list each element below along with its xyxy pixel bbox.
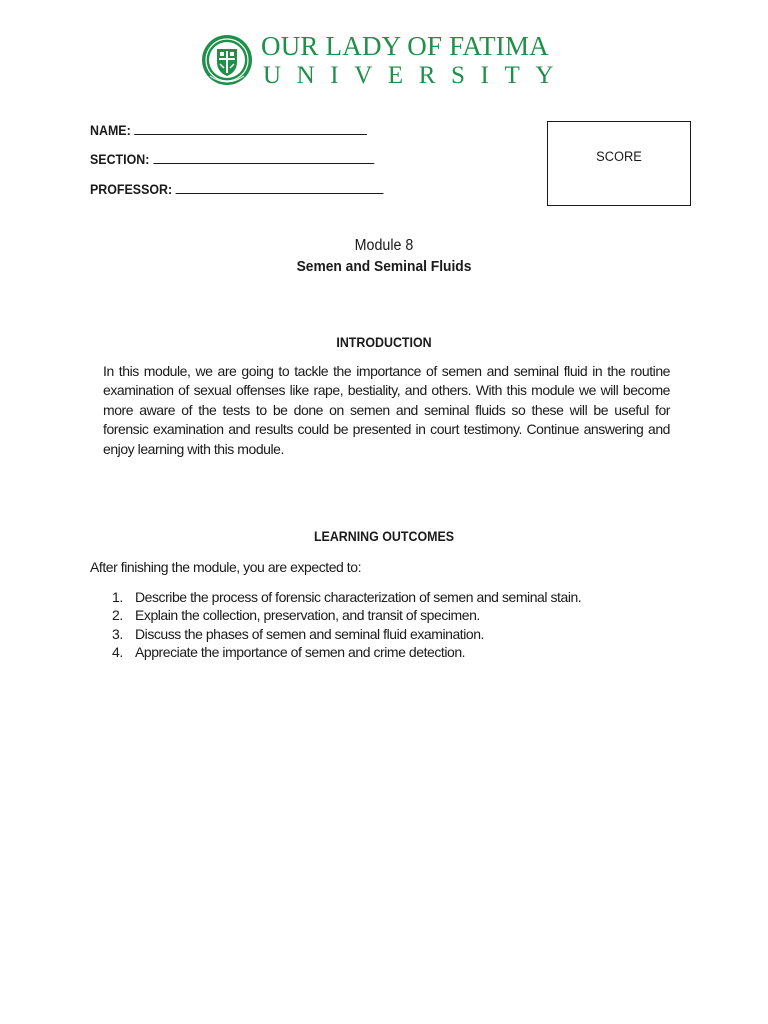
professor-label: PROFESSOR: [90,182,173,197]
introduction-body: In this module, we are going to tackle the importance of semen and seminal fluid in the routine examination of sexual offenses like rape, bestiality, and others. With this module we will become more aware of the tests to be done on semen and seminal fluids so these will be useful for forensic examination and results could be presented in court testimony. Continue answering and enjoy learning with this module. [103,363,670,457]
module-title: Semen and Seminal Fluids [296,258,472,275]
university-header [0,30,768,94]
professor-field [90,181,384,197]
learning-outcomes-heading: LEARNING OUTCOMES [313,529,455,544]
name-blank-line [134,122,367,135]
name-field [90,122,367,138]
name-label: NAME: [90,123,131,138]
university-subtitle: UNIVERSITY [263,62,569,89]
university-name: OUR LADY OF FATIMA [261,31,549,61]
score-label: SCORE [596,149,642,164]
introduction-heading: INTRODUCTION [336,335,432,350]
list-item: 3. Discuss the phases of semen and seminal fluid examination. [112,625,484,642]
university-seal-icon [201,30,253,90]
module-number: Module 8 [354,237,414,254]
section-field [90,151,374,167]
section-blank-line [153,151,374,164]
list-item: 2. Explain the collection, preservation, and transit of specimen. [112,607,480,624]
section-label: SECTION: [90,152,150,167]
professor-blank-line [176,181,384,194]
learning-outcomes-lead: After finishing the module, you are expected to: [90,559,362,575]
list-item: 1. Describe the process of forensic characterization of semen and seminal stain. [112,589,582,605]
learning-outcomes-list [112,588,581,661]
score-box [547,121,691,206]
list-item: 4. Appreciate the importance of semen and crime detection. [112,643,466,660]
